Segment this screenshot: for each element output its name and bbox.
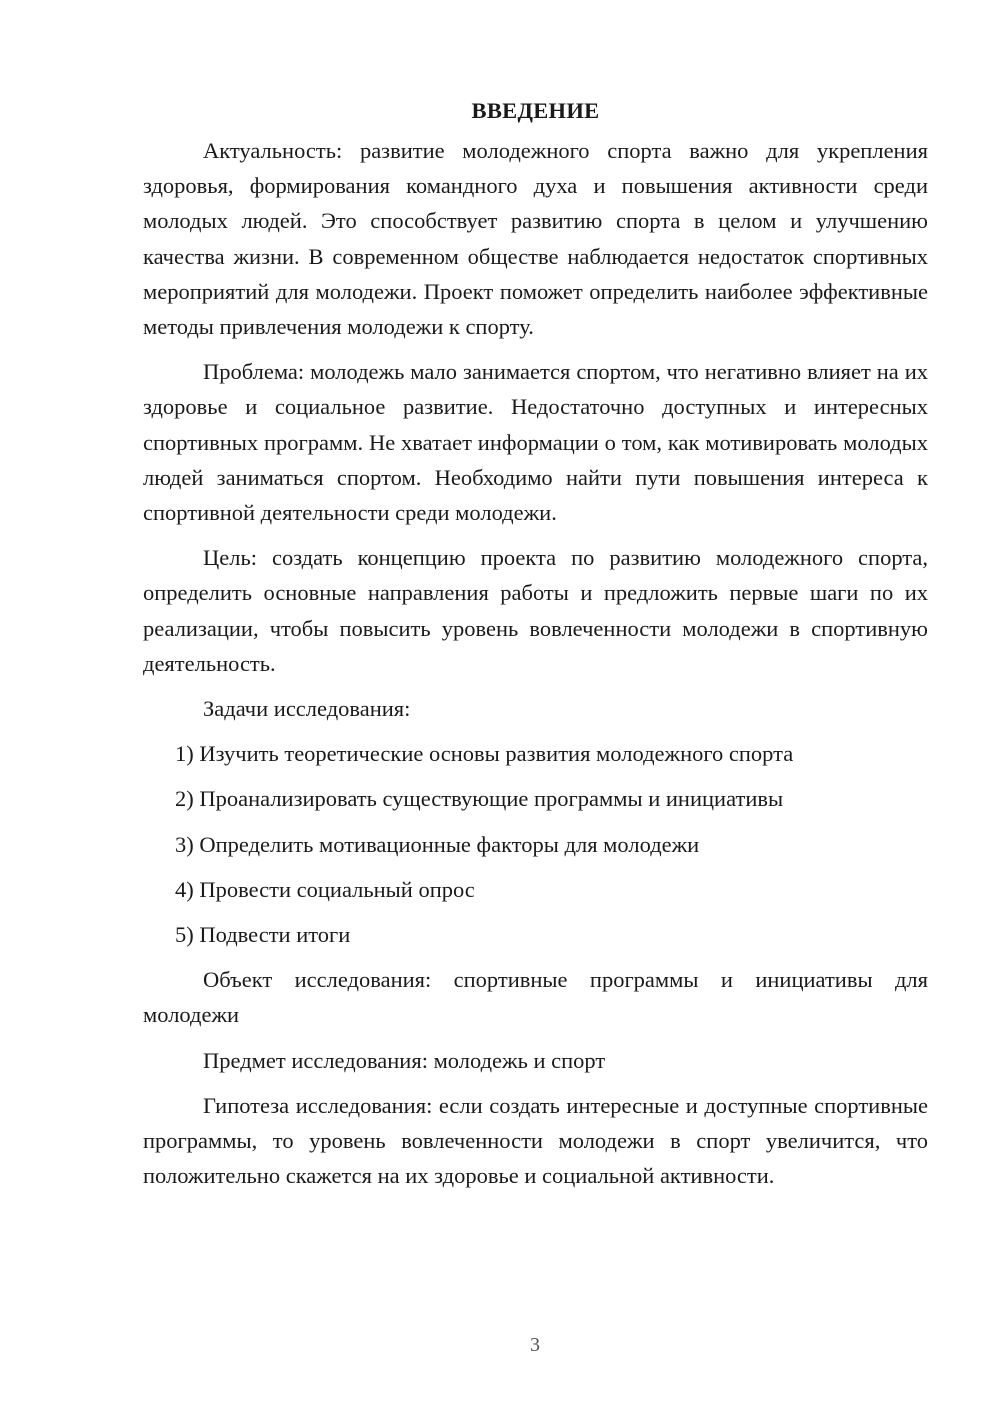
- subject-paragraph: Предмет исследования: молодежь и спорт: [203, 1047, 606, 1073]
- task-item-5: 5) Подвести итоги: [175, 922, 351, 948]
- task-item-2: 2) Проанализировать существующие программы и инициативы: [175, 786, 784, 812]
- object-paragraph: Объект исследования: спортивные программы и инициативы для молодежи: [143, 967, 928, 1028]
- problem-paragraph: Проблема: молодежь мало занимается спортом, что негативно влияет на их здоровье и социальное развитие. Недостаточно доступных и интересных спортивных программ. Не хватает информации о том, как мотивировать молодых людей заниматься спортом. Необходимо найти пути повышения интереса к спортивной деятельности среди молодежи.: [143, 359, 928, 526]
- tasks-list: [143, 736, 928, 952]
- task-item-1: 1) Изучить теоретические основы развития молодежного спорта: [175, 741, 794, 767]
- task-item-3: 3) Определить мотивационные факторы для молодежи: [175, 831, 700, 857]
- relevance-paragraph: Актуальность: развитие молодежного спорта важно для укрепления здоровья, формирования командного духа и повышения активности среди молодых людей. Это способствует развитию спорта в целом и улучшению качества жизни. В современном обществе наблюдается недостаток спортивных мероприятий для молодежи. Проект поможет определить наиболее эффективные методы привлечения молодежи к спорту.: [143, 138, 928, 340]
- page-content: [143, 97, 928, 1203]
- tasks-heading: Задачи исследования:: [203, 696, 411, 722]
- task-item-4: 4) Провести социальный опрос: [175, 876, 475, 902]
- hypothesis-paragraph: Гипотеза исследования: если создать интересные и доступные спортивные программы, то уровень вовлеченности молодежи в спорт увеличится, что положительно скажется на их здоровье и социальной активности.: [143, 1092, 928, 1189]
- goal-paragraph: Цель: создать концепцию проекта по развитию молодежного спорта, определить основные направления работы и предложить первые шаги по их реализации, чтобы повысить уровень вовлеченности молодежи в спортивную деятельность.: [143, 545, 928, 676]
- page-title: ВВЕДЕНИЕ: [471, 98, 600, 123]
- page-number: 3: [530, 1334, 540, 1356]
